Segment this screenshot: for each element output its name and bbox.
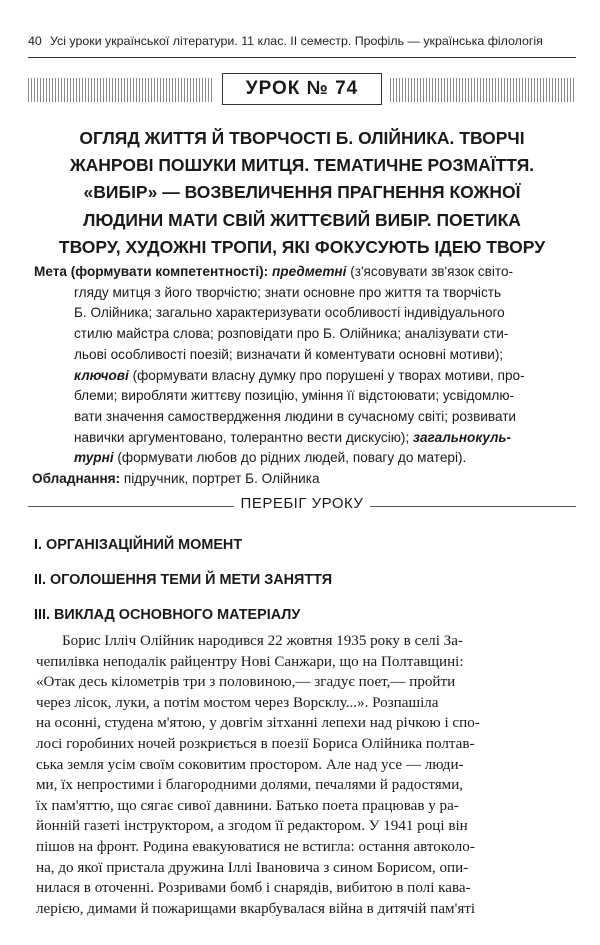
goals-line: блеми; виробляти життєву позицію, уміння її відстоювати; усвідомлю-	[74, 388, 515, 404]
goals-text: (з'ясовувати зв'язок світо-	[346, 264, 514, 279]
body-line: на, до якої пристала дружина Іллі Івановича з сином Борисом, опи-	[36, 859, 469, 876]
body-line: чепилівка неподалік райцентру Нові Санжари, що на Полтавщині:	[36, 653, 464, 670]
lesson-title-line: «ВИБІР» — ВОЗВЕЛИЧЕННЯ ПРАГНЕННЯ КОЖНОЇ	[83, 182, 521, 203]
body-line: «Отак десь кілометрів три з половиною,— згадує поет,— пройти	[36, 674, 456, 691]
lesson-number: УРОК № 74	[245, 78, 359, 99]
section-heading: ІІ. ОГОЛОШЕННЯ ТЕМИ Й МЕТИ ЗАНЯТТЯ	[34, 572, 333, 588]
body-line: через лісок, луки, а потім мостом через Ворсклу...». Розпашіла	[36, 694, 439, 711]
section-heading: ІІІ. ВИКЛАД ОСНОВНОГО МАТЕРІАЛУ	[34, 607, 301, 623]
page-number: 40	[28, 34, 42, 48]
keyword-general: турні	[74, 450, 114, 466]
goals-line: Б. Олійника; загально характеризувати особливості індивідуального	[74, 305, 505, 321]
body-line: лосі горобиних ночей розкриється в поезії Бориса Олійника полтав-	[36, 735, 475, 752]
goals-text: (формувати любов до рідних людей, повагу до матері).	[113, 450, 467, 466]
divider-rule-left	[28, 506, 234, 507]
goals-text: навички аргументовано, толерантно вести дискусію);	[74, 429, 414, 445]
lesson-banner	[28, 73, 576, 107]
goals-line	[34, 428, 574, 449]
body-line: Борис Ілліч Олійник народився 22 жовтня 1935 року в селі За-	[62, 633, 463, 649]
header-rule	[28, 57, 576, 58]
keyword-general: загальнокуль-	[413, 429, 512, 445]
keyword-key: ключові	[74, 367, 129, 383]
book-title: Усі уроки української літератури. 11 клас. ІІ семестр. Профіль — українська філологія	[50, 34, 543, 48]
body-line: ми, їх непростими і благородними долями, печалями й радостями,	[36, 777, 464, 794]
goals-line: вати значення самоствердження людини в сучасному світі; розвивати	[74, 408, 517, 424]
goals-line	[34, 262, 574, 283]
goals-text: (формувати власну думку про порушені у творах мотиви, про-	[128, 367, 525, 383]
section-heading: І. ОРГАНІЗАЦІЙНИЙ МОМЕНТ	[34, 537, 243, 553]
goals-line: стилю майстра слова; розповідати про Б. Олійника; аналізувати сти-	[74, 326, 509, 342]
course-heading: ПЕРЕБІГ УРОКУ	[240, 495, 364, 512]
banner-hatch-right	[390, 78, 576, 102]
goals-label: Мета (формувати компетентності):	[34, 264, 269, 279]
body-line: їх пам'яттю, що сягає сивої давнини. Батько поета працював у ра-	[36, 797, 459, 814]
running-header	[28, 34, 576, 48]
lesson-number-box	[222, 73, 382, 105]
lesson-goals	[34, 262, 574, 490]
equipment-text: підручник, портрет Б. Олійника	[120, 471, 320, 487]
body-line: на осонні, студена м'ятою, у довгім зітханні лепехи над річкою і спо-	[36, 715, 480, 732]
divider-rule-right	[370, 506, 576, 507]
lesson-title-line: ЖАНРОВІ ПОШУКИ МИТЦЯ. ТЕМАТИЧНЕ РОЗМАЇТТЯ.	[69, 155, 535, 176]
goals-line: льові особливості поезій; визначати й коментувати основні мотиви);	[74, 346, 504, 362]
equipment-label: Обладнання:	[32, 471, 121, 487]
lesson-title-line: ТВОРУ, ХУДОЖНІ ТРОПИ, ЯКІ ФОКУСУЮТЬ ІДЕЮ ТВОРУ	[58, 236, 546, 257]
body-line: лерією, димами й пожарищами вкарбувалася війна в дитячій пам'яті	[36, 900, 476, 917]
course-divider	[28, 495, 576, 517]
body-text	[36, 631, 574, 919]
body-line: нилася в оточенні. Розривами бомб і снарядів, вибитою в полі кава-	[36, 880, 471, 897]
banner-hatch-left	[28, 78, 214, 102]
body-line: ська земля усім своїм соковитим простором. Але над усе — люди-	[36, 756, 464, 773]
keyword-subject: предметні	[271, 264, 347, 279]
lesson-title	[28, 125, 576, 261]
equipment-line	[32, 469, 574, 490]
body-line: пішов на фронт. Родина евакуюватися не встигла: остання автоколо-	[36, 838, 475, 855]
goals-line	[34, 448, 574, 469]
lesson-title-line: ЛЮДИНИ МАТИ СВІЙ ЖИТТЄВИЙ ВИБІР. ПОЕТИКА	[83, 209, 521, 230]
goals-line: гляду митця з його творчістю; знати основне про життя та творчість	[74, 284, 502, 300]
goals-line	[34, 366, 574, 387]
body-line: йонній газеті інструктором, а згодом її редактором. У 1941 році він	[36, 818, 468, 835]
lesson-title-line: ОГЛЯД ЖИТТЯ Й ТВОРЧОСТІ Б. ОЛІЙНИКА. ТВОРЧІ	[79, 128, 525, 148]
